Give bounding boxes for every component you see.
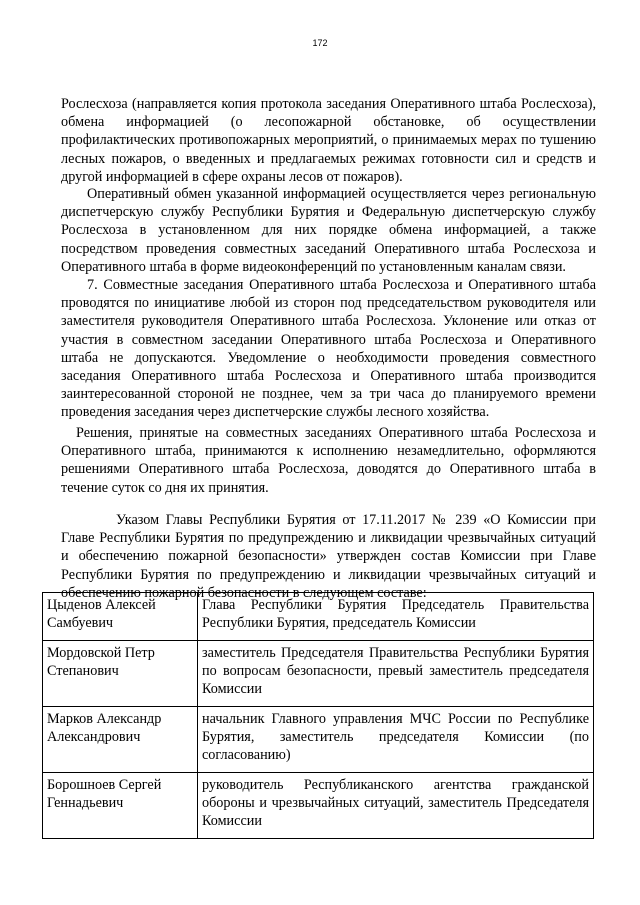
table-row — [43, 593, 594, 641]
member-name: Цыденов Алексей Самбуевич — [43, 593, 198, 641]
table-row — [43, 641, 594, 707]
page-number: 172 — [312, 38, 328, 48]
paragraph-4: Решения, принятые на совместных заседаниях Оперативного штаба Рослесхоза и Оперативного штаба, принимаются к исполнению незамедлительно, оформляются решениями Оперативного штаба Рослесхоза, доводятся до Оперативного штаба в течение суток со дня их принятия. — [61, 425, 596, 496]
paragraph-1: Рослесхоза (направляется копия протокола заседания Оперативного штаба Рослесхоза), обмена информацией (о лесопожарной обстановке, об осуществлении профилактических противопожарных мероприятий, о принимаемых мерах по тушению лесных пожаров, о введенных и предлагаемых режимах готовности сил и средств и другой информацией в сфере охраны лесов от пожаров). — [61, 96, 596, 185]
paragraph-2: Оперативный обмен указанной информацией осуществляется через региональную диспетчерскую службу Республики Бурятия и Федеральную диспетчерскую службу Рослесхоза в установленном для них порядке обмена информацией, а также посредством проведения совместных заседаний Оперативного штаба Рослесхоза и Оперативного штаба в форме видеоконференций по установленным каналам связи. — [61, 186, 596, 275]
member-role: руководитель Республиканского агентства гражданской обороны и чрезвычайных ситуаций, заместитель Председателя Комиссии — [198, 773, 594, 839]
table-row — [43, 773, 594, 839]
member-role: заместитель Председателя Правительства Республики Бурятия по вопросам безопасности, превый заместитель председателя Комиссии — [198, 641, 594, 707]
member-name: Борошноев Сергей Геннадьевич — [43, 773, 198, 839]
table-row — [43, 707, 594, 773]
member-role: начальник Главного управления МЧС России по Республике Бурятия, заместитель председателя Комиссии (по согласованию) — [198, 707, 594, 773]
member-role: Глава Республики Бурятия Председатель Правительства Республики Бурятия, председатель Комиссии — [198, 593, 594, 641]
member-name: Марков Александр Александрович — [43, 707, 198, 773]
member-name: Мордовской Петр Степанович — [43, 641, 198, 707]
paragraph-5: Указом Главы Республики Бурятия от 17.11.2017 № 239 «О Комиссии при Главе Республики Бурятия по предупреждению и ликвидации чрезвычайных ситуаций и обеспечению пожарной безопасности» утвержден состав Комиссии при Главе Республики Бурятия по предупреждению и ликвидации чрезвычайных ситуаций и обеспечению пожарной безопасности в следующем составе: — [61, 512, 596, 601]
commission-members-table — [42, 592, 594, 839]
paragraph-3: 7. Совместные заседания Оперативного штаба Рослесхоза и Оперативного штаба проводятся по инициативе любой из сторон под председательством руководителя или заместителя руководителя Оперативного штаба Рослесхоза. Уклонение или отказ от участия в совместном заседании Оперативного штаба Рослесхоза и Оперативного штаба не допускаются. Уведомление о необходимости проведения совместного заседания Оперативного штаба Рослесхоза и Оперативного штаба производится заинтересованной стороной не позднее, чем за три часа до планируемого времени проведения заседания через диспетчерские службы лесного хозяйства. — [61, 277, 596, 421]
